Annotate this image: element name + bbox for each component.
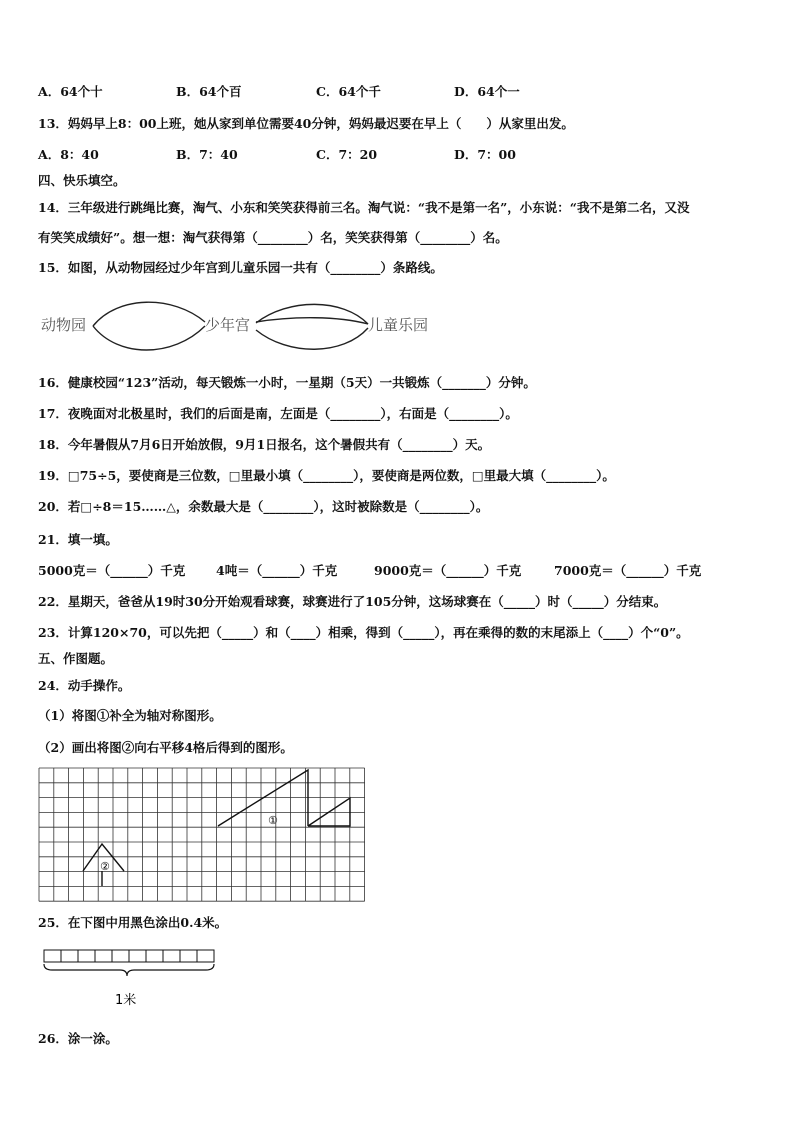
q13-option-a: A．8：40 — [38, 147, 99, 162]
q14-line-1: 14．三年级进行跳绳比赛，淘气、小东和笑笑获得前三名。淘气说：“我不是第一名”，小东说：“我不是第二名，又没 — [38, 200, 690, 215]
section-5-heading: 五、作图题。 — [38, 651, 114, 666]
q15-place-youth-palace: 少年宫 — [205, 316, 251, 334]
q13-text: 13．妈妈早上8：00上班，她从家到单位需要40分钟，妈妈最迟要在早上（ ）从家里出发。 — [38, 116, 574, 131]
q24-grid-figure — [38, 766, 368, 902]
bar-segment — [95, 950, 112, 962]
q12-option-a: A．64个十 — [38, 84, 103, 99]
q21-item-2: 4吨＝（______）千克 — [216, 563, 338, 578]
q15-text: 15．如图，从动物园经过少年宫到儿童乐园一共有（________）条路线。 — [38, 260, 443, 275]
bar-segment — [112, 950, 129, 962]
bar-segment — [197, 950, 214, 962]
q13-option-c: C．7：20 — [316, 147, 378, 162]
q25-meter-bar[interactable] — [38, 946, 218, 1012]
q12-option-d: D．64个一 — [454, 84, 520, 99]
q21-item-3: 9000克＝（______）千克 — [374, 563, 522, 578]
q18-text: 18．今年暑假从7月6日开始放假，9月1日报名，这个暑假共有（________）天。 — [38, 437, 491, 452]
q17-text: 17．夜晚面对北极星时，我们的后面是南，左面是（________），右面是（________）。 — [38, 406, 518, 421]
bar-segment — [44, 950, 61, 962]
q23-text: 23．计算120×70，可以先把（_____）和（____）相乘，得到（_____），再在乘得的数的末尾添上（____）个“0”。 — [38, 625, 689, 640]
q25-text: 25．在下图中用黑色涂出0.4米。 — [38, 915, 228, 930]
q24-sub-1: （1）将图①补全为轴对称图形。 — [38, 708, 222, 723]
bar-segment — [163, 950, 180, 962]
q20-text: 20．若□÷8＝15……△，余数最大是（________），这时被除数是（________）。 — [38, 499, 489, 514]
q15-place-childrens-park: 儿童乐园 — [368, 316, 429, 334]
bar-segment — [78, 950, 95, 962]
q13-option-d: D．7：00 — [454, 147, 516, 162]
q12-option-c: C．64个千 — [316, 84, 381, 99]
bar-segment — [180, 950, 197, 962]
q19-text: 19．□75÷5，要使商是三位数，□里最小填（________），要使商是两位数，□里最大填（________）。 — [38, 468, 615, 483]
figure-2-label: ② — [100, 860, 110, 873]
figure-1-label: ① — [268, 814, 278, 827]
q21-item-4: 7000克＝（______）千克 — [554, 563, 702, 578]
q14-line-2: 有笑笑成绩好”。想一想：淘气获得第（________）名，笑笑获得第（________）名。 — [38, 230, 508, 245]
q16-text: 16．健康校园“123”活动，每天锻炼一小时，一星期（5天）一共锻炼（_______）分钟。 — [38, 375, 536, 390]
q26-text: 26．涂一涂。 — [38, 1031, 118, 1046]
q25-label: 1米 — [115, 993, 137, 1008]
q25-brace — [44, 964, 214, 976]
q24-sub-2: （2）画出将图②向右平移4格后得到的图形。 — [38, 740, 293, 755]
q12-option-b: B．64个百 — [176, 84, 242, 99]
bar-segment — [129, 950, 146, 962]
bar-segment — [61, 950, 78, 962]
q21-item-1: 5000克＝（______）千克 — [38, 563, 186, 578]
q13-option-b: B．7：40 — [176, 147, 238, 162]
q22-text: 22．星期天，爸爸从19时30分开始观看球赛，球赛进行了105分钟，这场球赛在（_____）时（_____）分结束。 — [38, 594, 667, 609]
q24-title: 24．动手操作。 — [38, 678, 131, 693]
section-4-heading: 四、快乐填空。 — [38, 173, 126, 188]
q15-route-diagram — [38, 290, 458, 356]
q15-place-zoo: 动物园 — [41, 316, 87, 334]
bar-segment — [146, 950, 163, 962]
q21-title: 21．填一填。 — [38, 532, 118, 547]
